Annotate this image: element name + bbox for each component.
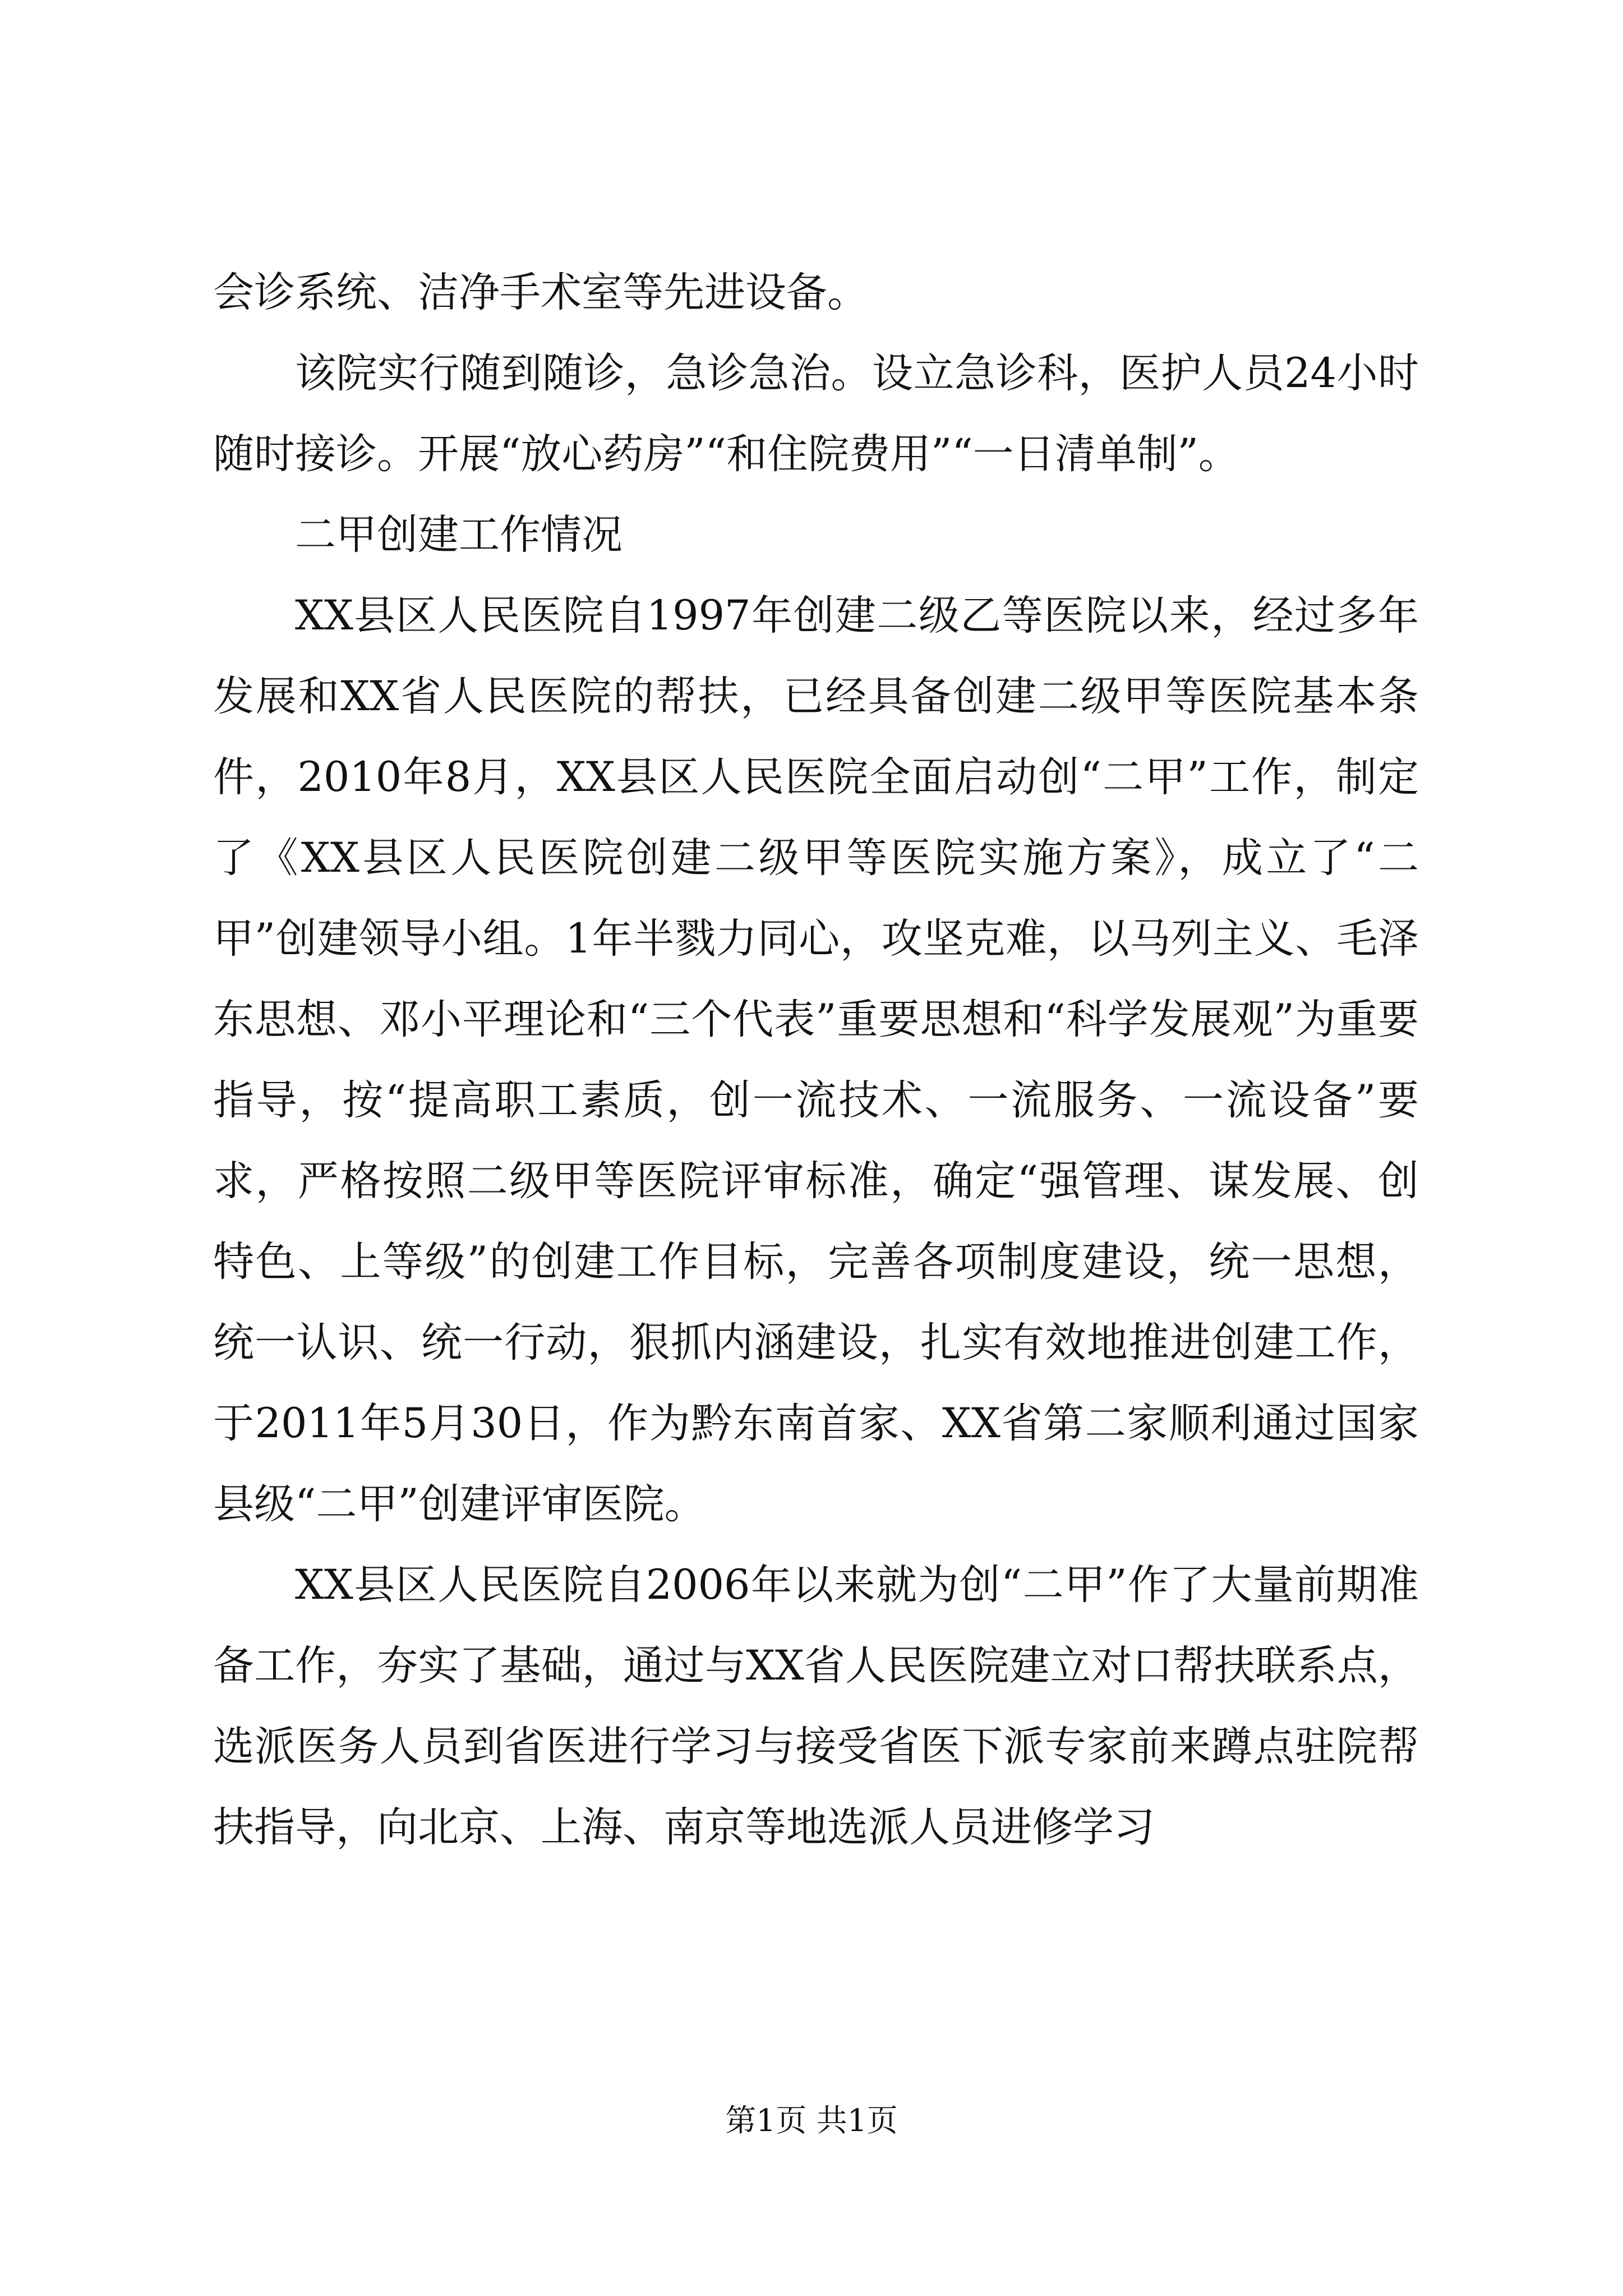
section-heading: 二甲创建工作情况 xyxy=(295,511,623,559)
page-footer: 第1页 共1页 xyxy=(725,2102,898,2138)
paragraph-3: XX县区人民医院自1997年创建二级乙等医院以来，经过多年发展和XX省人民医院的帮扶，已经具备创建二级甲等医院基本条件，2010年8月，XX县区人民医院全面启动创“二甲”工作，制定了《XX县区人民医院创建二级甲等医院实施方案》，成立了“二甲”创建领导小组。1年半戮力同心，攻坚克难，以马列主义、毛泽东思想、邓小平理论和“三个代表”重要思想和“科学发展观”为重要指导，按“提高职工素质，创一流技术、一流服务、一流设备”要求，严格按照二级甲等医院评审标准，确定“强管理、谋发展、创特色、上等级”的创建工作目标，完善各项制度建设，统一思想，统一认识、统一行动，狠抓内涵建设，扎实有效地推进创建工作，于2011年5月30日，作为黔东南首家、XX省第二家顺利通过国家县级“二甲”创建评审医院。 xyxy=(213,592,1419,1528)
paragraph-1: 会诊系统、洁净手术室等先进设备。 xyxy=(213,269,868,316)
paragraph-2: 该院实行随到随诊，急诊急治。设立急诊科，医护人员24小时随时接诊。开展“放心药房”“和住院费用”“一日清单制”。 xyxy=(213,349,1419,478)
document-body xyxy=(213,252,1419,1868)
paragraph-4: XX县区人民医院自2006年以来就为创“二甲”作了大量前期准备工作，夯实了基础，通过与XX省人民医院建立对口帮扶联系点，选派医务人员到省医进行学习与接受省医下派专家前来蹲点驻院帮扶指导，向北京、上海、南京等地选派人员进修学习 xyxy=(213,1561,1419,1851)
